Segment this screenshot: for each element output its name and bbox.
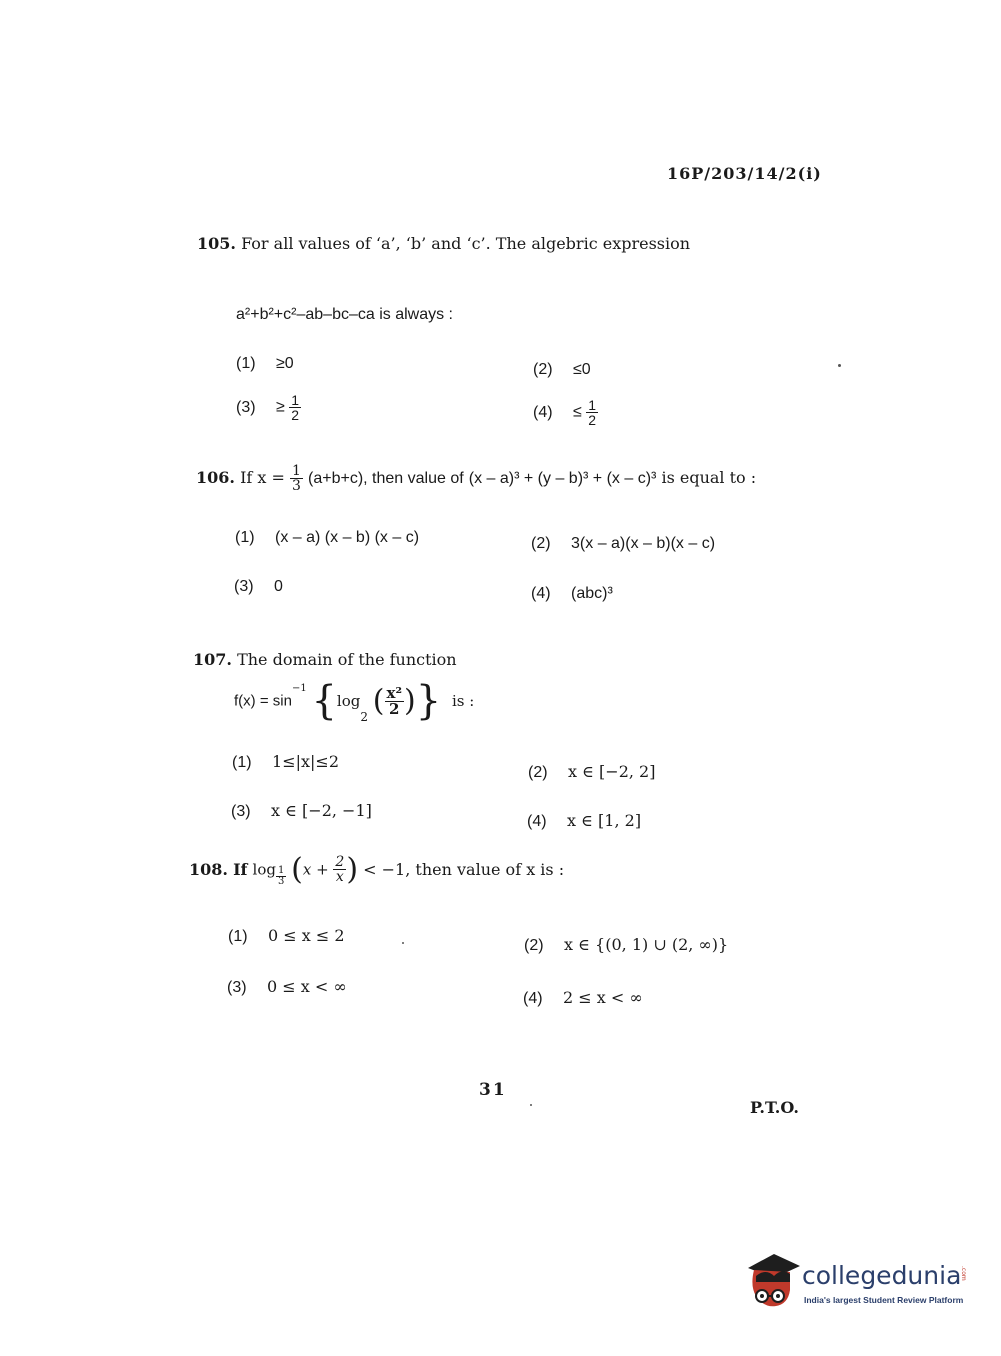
fraction-denominator: x (335, 869, 344, 885)
fraction (586, 398, 598, 427)
collegedunia-logo[interactable] (744, 1252, 966, 1324)
option-number: (1) (236, 355, 256, 372)
question-number: 105. (197, 234, 236, 253)
option-text: x ∈ [1, 2] (567, 811, 642, 830)
question-text: For all values of ‘a’, ‘b’ and ‘c’. The algebric expression (241, 234, 691, 253)
option-3[interactable] (227, 977, 347, 997)
option-1[interactable] (235, 529, 419, 547)
question-expression: (x – a)³ + (y – b)³ + (x – c)³ (468, 470, 657, 487)
fraction-denominator: 3 (277, 875, 285, 887)
option-prefix: ≤ (573, 403, 582, 421)
option-2[interactable] (524, 935, 728, 955)
option-number: (4) (527, 813, 547, 830)
function-lhs: f(x) = sin (234, 692, 292, 710)
option-2[interactable] (533, 361, 591, 379)
right-brace: } (415, 678, 442, 724)
option-text: 2 ≤ x < ∞ (563, 988, 643, 1007)
option-2[interactable] (528, 762, 655, 782)
log-word: log (252, 860, 276, 879)
option-text: 1≤|x|≤2 (272, 752, 339, 771)
option-number: (3) (227, 979, 247, 996)
fraction (385, 683, 405, 718)
option-text: 0 (274, 578, 283, 595)
question-text-prefix: If x = (240, 468, 285, 487)
option-number: (2) (533, 361, 553, 378)
option-text: x ∈ [−2, −1] (271, 801, 372, 820)
option-1[interactable] (236, 355, 294, 373)
fraction-denominator: 2 (389, 699, 400, 718)
option-4[interactable] (527, 811, 641, 831)
option-1[interactable] (232, 752, 339, 772)
option-text: (x – a) (x – b) (x – c) (275, 529, 420, 546)
scan-speck (402, 942, 404, 944)
fraction-numerator: 1 (277, 864, 285, 876)
question-text-prefix: If (233, 860, 248, 879)
logo-suffix: .com (960, 1266, 967, 1281)
scan-speck (838, 364, 841, 367)
logo-tagline: India's largest Student Review Platform (804, 1295, 964, 1305)
question-108 (189, 852, 564, 887)
option-number: (3) (236, 398, 256, 416)
logo-name: collegedunia (802, 1261, 962, 1290)
log-word: log (336, 692, 361, 710)
question-text-c: is equal to : (661, 468, 757, 487)
left-brace: { (311, 678, 337, 724)
option-4[interactable] (533, 398, 598, 427)
left-paren: ( (372, 683, 385, 719)
fraction (333, 855, 346, 884)
option-text: ≤0 (573, 361, 591, 378)
option-number: (4) (531, 585, 551, 602)
option-text: (abc)³ (571, 585, 613, 602)
question-text-tail: < −1, then value of x is : (363, 860, 565, 879)
question-text-a: (a+b+c), then value of (308, 470, 464, 487)
fraction (290, 464, 303, 493)
option-number: (2) (524, 937, 544, 954)
log-base-fraction (276, 866, 286, 887)
option-number: (4) (523, 990, 543, 1007)
right-paren: ) (404, 683, 416, 719)
question-105 (197, 234, 690, 253)
option-2[interactable] (531, 535, 715, 553)
option-1[interactable] (228, 926, 345, 946)
option-number: (3) (231, 803, 251, 820)
pto-label: P.T.O. (750, 1098, 799, 1117)
option-number: (1) (235, 529, 255, 546)
fraction-denominator: 2 (588, 412, 597, 428)
option-3[interactable] (234, 578, 283, 596)
option-4[interactable] (531, 585, 613, 603)
paper-code: 16P/203/14/2(i) (667, 164, 822, 183)
option-prefix: ≥ (276, 398, 285, 416)
left-paren: ( (291, 852, 303, 887)
inverse-superscript: −1 (291, 683, 307, 694)
function-tail: is : (451, 692, 475, 710)
scan-speck (530, 1104, 532, 1106)
option-3[interactable] (236, 393, 301, 422)
option-3[interactable] (231, 801, 372, 821)
option-text: 0 ≤ x ≤ 2 (268, 926, 345, 945)
option-number: (4) (533, 403, 553, 421)
question-number: 108. (189, 860, 228, 879)
right-paren: ) (346, 852, 359, 887)
question-number: 107. (193, 650, 232, 669)
fraction-denominator: 2 (291, 407, 300, 423)
option-text: x ∈ {(0, 1) ∪ (2, ∞)} (564, 935, 729, 954)
fraction-numerator: 1 (291, 392, 300, 408)
log-base: 2 (360, 710, 368, 724)
question-number: 106. (196, 468, 235, 487)
question-107 (193, 650, 457, 669)
question-text: The domain of the function (237, 650, 457, 669)
option-number: (2) (531, 535, 551, 552)
option-number: (2) (528, 764, 548, 781)
option-number: (1) (232, 754, 252, 771)
log-expression (253, 852, 359, 887)
fraction-numerator: 1 (588, 397, 597, 413)
fraction (289, 393, 301, 422)
question-106 (196, 464, 756, 493)
fraction-numerator: x² (386, 683, 403, 702)
option-number: (1) (228, 928, 248, 945)
fraction-denominator: 3 (292, 478, 301, 494)
option-text: ≥0 (276, 355, 294, 372)
option-4[interactable] (523, 988, 643, 1008)
fraction-numerator: 1 (292, 463, 301, 479)
option-text: 0 ≤ x < ∞ (267, 977, 347, 996)
fraction-numerator: 2 (335, 854, 345, 870)
option-text: x ∈ [−2, 2] (568, 762, 656, 781)
page-number: 31 (479, 1080, 507, 1100)
inner-term: x + (302, 860, 329, 879)
function-definition (234, 678, 474, 724)
question-expression: a²+b²+c²–ab–bc–ca is always : (236, 306, 453, 323)
option-text: 3(x – a)(x – b)(x – c) (571, 535, 716, 552)
option-number: (3) (234, 578, 254, 595)
mascot-icon (744, 1252, 802, 1318)
